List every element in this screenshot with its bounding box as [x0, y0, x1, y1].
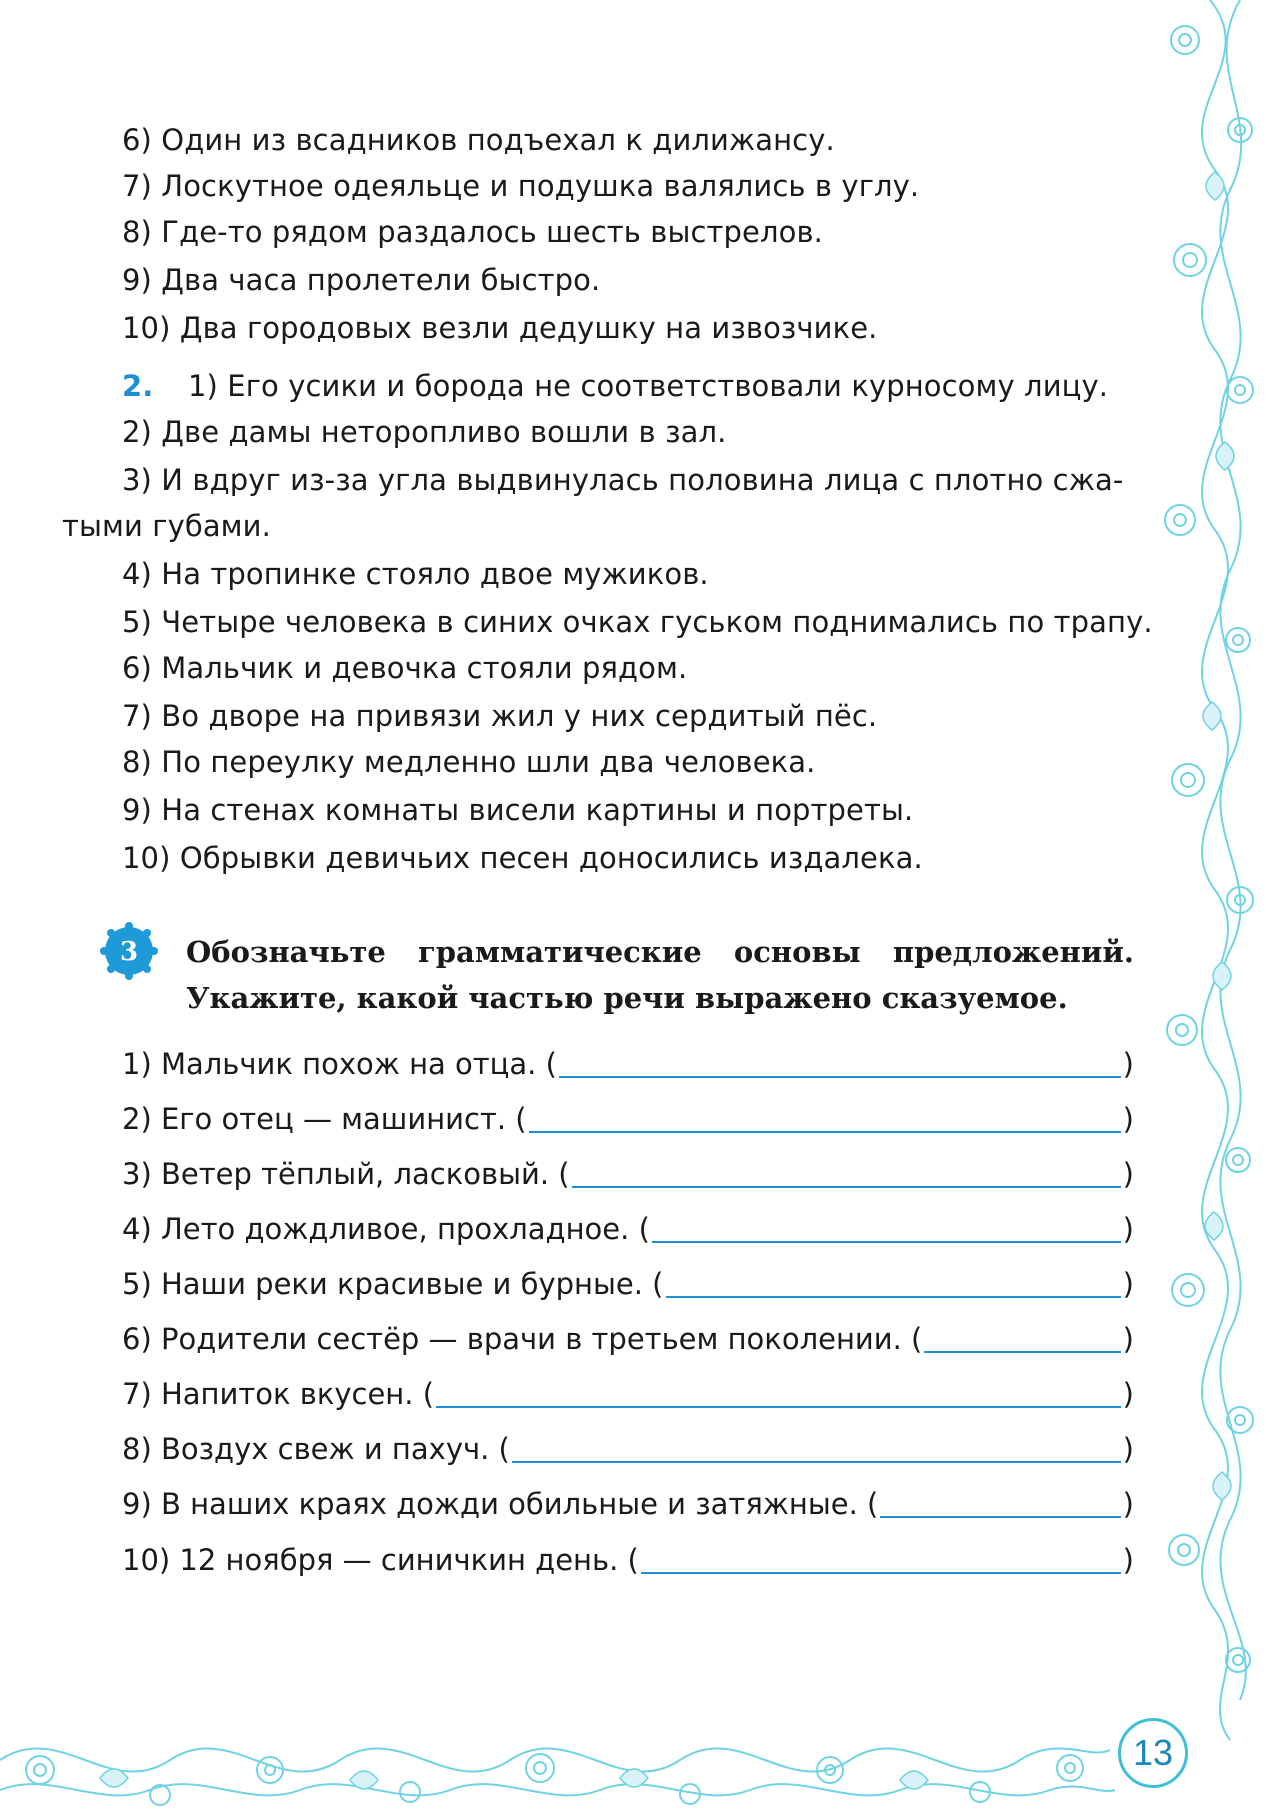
list-item: 3) И вдруг из-за угла выдвинулась половина лица с плотно сжа-	[122, 463, 1124, 497]
list-item: 6) Мальчик и девочка стояли рядом.	[122, 651, 688, 685]
exercise-row: 2) Его отец — машинист. ( )	[122, 1102, 1134, 1136]
list-item: 10) Обрывки девичьих песен доносились издалека.	[122, 841, 923, 875]
task-instruction: Обозначьте грамматические основы предложений.	[186, 935, 1134, 969]
exercise-row: 6) Родители сестёр — врачи в третьем поколении. ( )	[122, 1322, 1134, 1356]
answer-blank[interactable]	[559, 1046, 1121, 1078]
list-item: 2) Две дамы неторопливо вошли в зал.	[122, 415, 727, 449]
exercise-row: 4) Лето дождливое, прохладное. ( )	[122, 1212, 1134, 1246]
task-number-badge	[100, 922, 158, 980]
list-item: 6) Один из всадников подъехал к дилижансу.	[122, 123, 835, 157]
exercise-row: 5) Наши реки красивые и бурные. ( )	[122, 1267, 1134, 1301]
list-item: 4) На тропинке стояло двое мужиков.	[122, 557, 709, 591]
list-item: 9) Два часа пролетели быстро.	[122, 263, 601, 297]
section-number: 2.	[122, 369, 154, 403]
answer-blank[interactable]	[666, 1266, 1121, 1298]
page-number: 13	[1118, 1718, 1188, 1788]
task-instruction: Укажите, какой частью речи выражено сказуемое.	[186, 981, 1068, 1015]
answer-blank[interactable]	[652, 1211, 1121, 1243]
exercise-row: 1) Мальчик похож на отца. ( )	[122, 1047, 1134, 1081]
list-item: 9) На стенах комнаты висели картины и портреты.	[122, 793, 914, 827]
exercise-row: 7) Напиток вкусен. ( )	[122, 1377, 1134, 1411]
list-item: 2. 1) Его усики и борода не соответствовали курносому лицу.	[122, 366, 1108, 406]
answer-blank[interactable]	[529, 1101, 1121, 1133]
exercise-row: 9) В наших краях дожди обильные и затяжные. ( )	[122, 1487, 1134, 1521]
list-item: 10) Два городовых везли дедушку на извозчике.	[122, 311, 878, 345]
answer-blank[interactable]	[924, 1321, 1120, 1353]
list-item: 8) По переулку медленно шли два человека.	[122, 745, 816, 779]
list-item: 7) Во дворе на привязи жил у них сердитый пёс.	[122, 699, 878, 733]
list-item: 7) Лоскутное одеяльце и подушка валялись в углу.	[122, 169, 920, 203]
list-item: тыми губами.	[62, 509, 271, 543]
exercise-row: 3) Ветер тёплый, ласковый. ( )	[122, 1157, 1134, 1191]
list-item: 5) Четыре человека в синих очках гуськом поднимались по трапу.	[122, 605, 1153, 639]
answer-blank[interactable]	[572, 1156, 1121, 1188]
task-number: 3	[119, 937, 139, 967]
answer-blank[interactable]	[512, 1431, 1121, 1463]
answer-blank[interactable]	[880, 1486, 1120, 1518]
list-item: 8) Где-то рядом раздалось шесть выстрелов.	[122, 215, 823, 249]
exercise-row: 10) 12 ноября — синичкин день. ( )	[122, 1543, 1134, 1577]
exercise-row: 8) Воздух свеж и пахуч. ( )	[122, 1432, 1134, 1466]
answer-blank[interactable]	[641, 1542, 1121, 1574]
answer-blank[interactable]	[436, 1376, 1121, 1408]
